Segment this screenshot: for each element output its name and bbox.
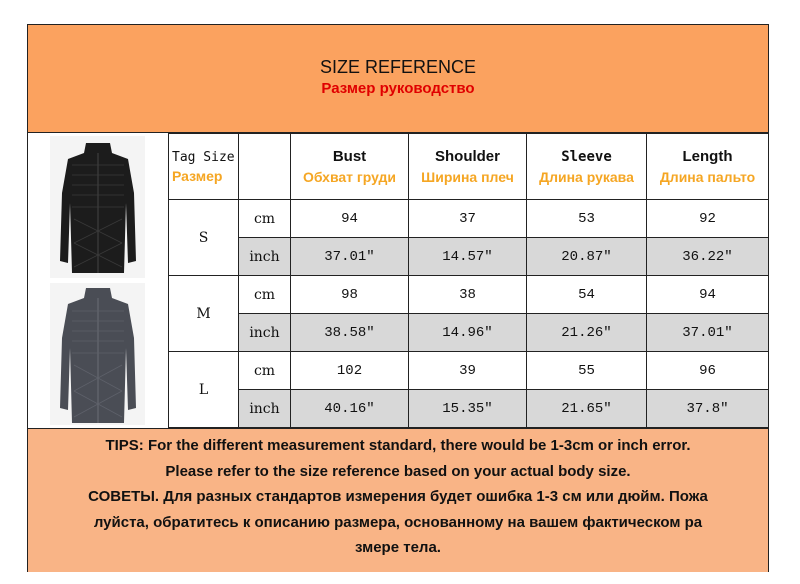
unit-cell-cm: cm [239, 200, 291, 238]
table-row-s-cm [169, 200, 769, 238]
bust-cell: 37.01″ [291, 238, 409, 276]
size-cell-l: L [169, 352, 239, 428]
shoulder-cell: 39 [409, 352, 527, 390]
column-header-sleeve [527, 134, 647, 200]
tag-size-label-ru: Размер [172, 167, 223, 184]
shoulder-cell: 14.96″ [409, 314, 527, 352]
size-cell-m: M [169, 276, 239, 352]
length-cell: 36.22″ [647, 238, 769, 276]
length-cell: 94 [647, 276, 769, 314]
length-cell: 96 [647, 352, 769, 390]
shoulder-cell: 37 [409, 200, 527, 238]
tag-size-header [169, 134, 239, 200]
column-label-ru: Длина пальто [659, 169, 756, 185]
column-label: Shoulder [434, 148, 500, 165]
tips-line-2: Please refer to the size reference based on your actual body size. [165, 462, 631, 480]
tips-line-4: луйста, обратитесь к описанию размера, основанному на вашем фактическом ра [93, 513, 703, 531]
tips-line-3: СОВЕТЫ. Для разных стандартов измерения будет ошибка 1-3 см или дюйм. Пожа [88, 488, 708, 505]
black-coat-image [50, 136, 145, 278]
table-row-m-cm [169, 276, 769, 314]
bust-cell: 38.58″ [291, 314, 409, 352]
size-cell-s: S [169, 200, 239, 276]
sleeve-cell: 21.65″ [527, 390, 647, 428]
bust-cell: 94 [291, 200, 409, 238]
length-cell: 37.8″ [647, 390, 769, 428]
header-banner [28, 25, 768, 133]
tips-panel [28, 428, 768, 572]
table-header-row [169, 134, 769, 200]
unit-cell-cm: cm [239, 276, 291, 314]
sleeve-cell: 53 [527, 200, 647, 238]
unit-header [239, 134, 291, 200]
sleeve-cell: 21.26″ [527, 314, 647, 352]
length-cell: 37.01″ [647, 314, 769, 352]
sleeve-cell: 20.87″ [527, 238, 647, 276]
tips-line-5: змере тела. [355, 539, 441, 556]
column-label-ru: Обхват груди [302, 169, 397, 185]
table-row-s-inch [169, 238, 769, 276]
bust-cell: 40.16″ [291, 390, 409, 428]
coat-illustration [28, 133, 168, 427]
column-label: Sleeve [561, 148, 612, 165]
bust-cell: 102 [291, 352, 409, 390]
sleeve-cell: 54 [527, 276, 647, 314]
column-label-ru: Ширина плеч [421, 169, 514, 185]
column-label: Length [682, 148, 733, 165]
unit-cell-inch: inch [239, 314, 291, 352]
shoulder-cell: 15.35″ [409, 390, 527, 428]
sleeve-cell: 55 [527, 352, 647, 390]
length-cell: 92 [647, 200, 769, 238]
size-table [168, 133, 769, 428]
shoulder-cell: 38 [409, 276, 527, 314]
column-header-bust [291, 134, 409, 200]
coat-photos [28, 133, 169, 427]
table-row-l-cm [169, 352, 769, 390]
tag-size-label: Tag Size [172, 149, 235, 165]
column-label-ru: Длина рукава [539, 168, 634, 185]
tips-line-1: TIPS: For the different measurement standard, there would be 1-3cm or inch error. [105, 437, 691, 454]
column-label: Bust [332, 148, 367, 165]
subtitle: Размер руководство [321, 80, 475, 97]
bust-cell: 98 [291, 276, 409, 314]
unit-cell-inch: inch [239, 238, 291, 276]
table-row-m-inch [169, 314, 769, 352]
column-header-shoulder [409, 134, 527, 200]
size-chart [27, 24, 769, 572]
title: SIZE REFERENCE [319, 57, 477, 77]
unit-cell-cm: cm [239, 352, 291, 390]
unit-cell-inch: inch [239, 390, 291, 428]
column-header-length [647, 134, 769, 200]
grey-coat-image [50, 283, 145, 425]
shoulder-cell: 14.57″ [409, 238, 527, 276]
table-row-l-inch [169, 390, 769, 428]
